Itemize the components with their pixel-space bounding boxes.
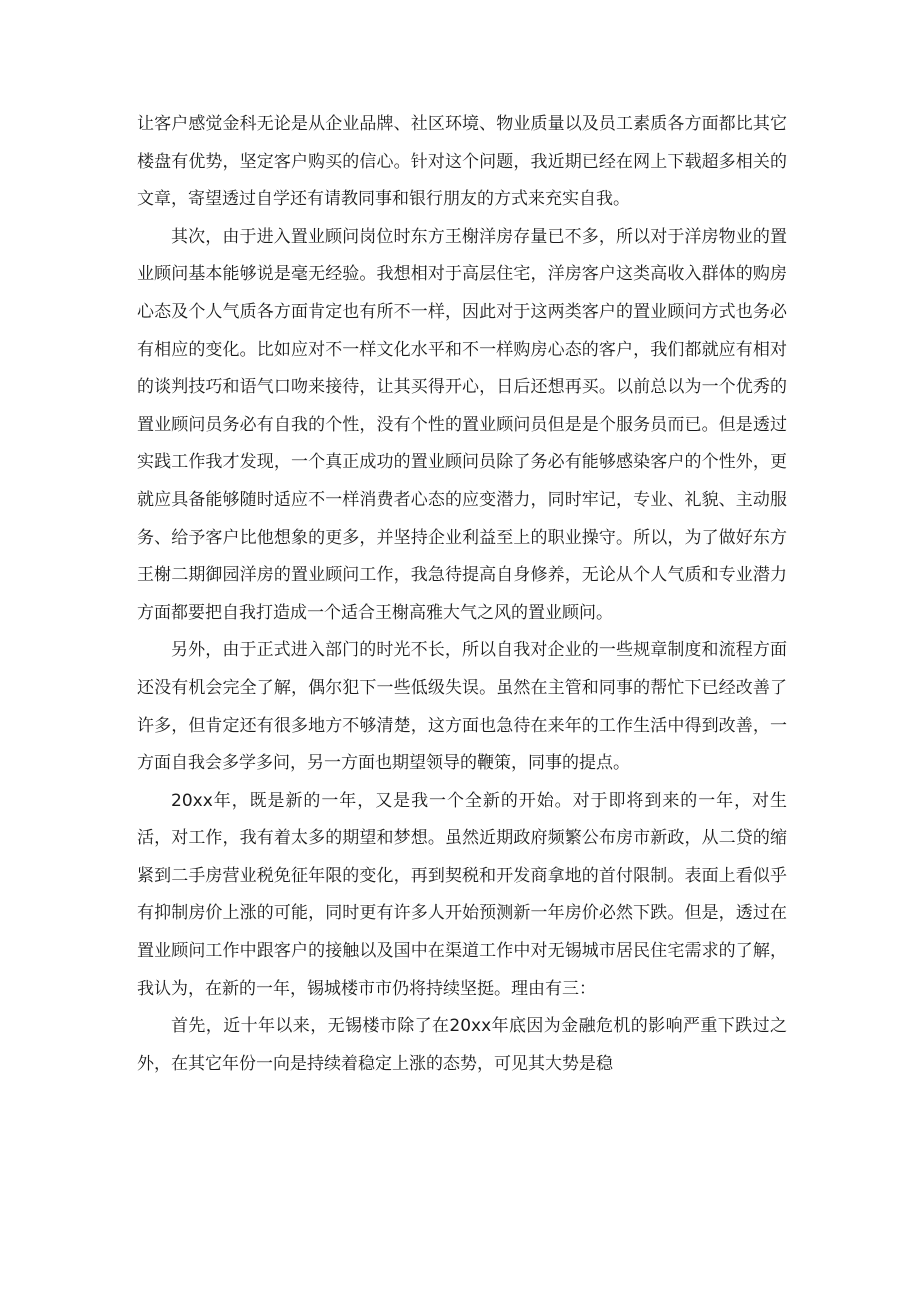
document-body	[137, 106, 787, 1083]
paragraph-1: 让客户感觉金科无论是从企业品牌、社区环境、物业质量以及员工素质各方面都比其它楼盘有优势，坚定客户购买的信心。针对这个问题，我近期已经在网上下载超多相关的文章，寄望透过自学还有请教同事和银行朋友的方式来充实自我。	[137, 114, 787, 210]
paragraph-4: 20xx年，既是新的一年，又是我一个全新的开始。对于即将到来的一年，对生活，对工作，我有着太多的期望和梦想。虽然近期政府频繁公布房市新政，从二贷的缩紧到二手房营业税免征年限的变化，再到契税和开发商拿地的首付限制。表面上看似乎有抑制房价上涨的可能，同时更有许多人开始预测新一年房价必然下跌。但是，透过在置业顾问工作中跟客户的接触以及国中在渠道工作中对无锡城市居民住宅需求的了解，我认为，在新的一年，锡城楼市市仍将持续坚挺。理由有三：	[137, 790, 787, 999]
paragraph-2: 其次，由于进入置业顾问岗位时东方王榭洋房存量已不多，所以对于洋房物业的置业顾问基本能够说是毫无经验。我想相对于高层住宅，洋房客户这类高收入群体的购房心态及个人气质各方面肯定也有所不一样，因此对于这两类客户的置业顾问方式也务必有相应的变化。比如应对不一样文化水平和不一样购房心态的客户，我们都就应有相对的谈判技巧和语气口吻来接待，让其买得开心，日后还想再买。以前总以为一个优秀的置业顾问员务必有自我的个性，没有个性的置业顾问员但是是个服务员而已。但是透过实践工作我才发现，一个真正成功的置业顾问员除了务必有能够感染客户的个性外，更就应具备能够随时适应不一样消费者心态的应变潜力，同时牢记，专业、礼貌、主动服务、给予客户比他想象的更多，并坚持企业利益至上的职业操守。所以，为了做好东方王榭二期御园洋房的置业顾问工作，我急待提高自身修养，无论从个人气质和专业潜力方面都要把自我打造成一个适合王榭高雅大气之风的置业顾问。	[137, 226, 787, 623]
paragraph-5: 首先，近十年以来，无锡楼市除了在20xx年底因为金融危机的影响严重下跌过之外，在其它年份一向是持续着稳定上涨的态势，可见其大势是稳	[137, 1016, 787, 1074]
paragraph-3: 另外，由于正式进入部门的时光不长，所以自我对企业的一些规章制度和流程方面还没有机会完全了解，偶尔犯下一些低级失误。虽然在主管和同事的帮忙下已经改善了许多，但肯定还有很多地方不够清楚，这方面也急待在来年的工作生活中得到改善，一方面自我会多学多问，另一方面也期望领导的鞭策，同事的提点。	[137, 640, 787, 774]
